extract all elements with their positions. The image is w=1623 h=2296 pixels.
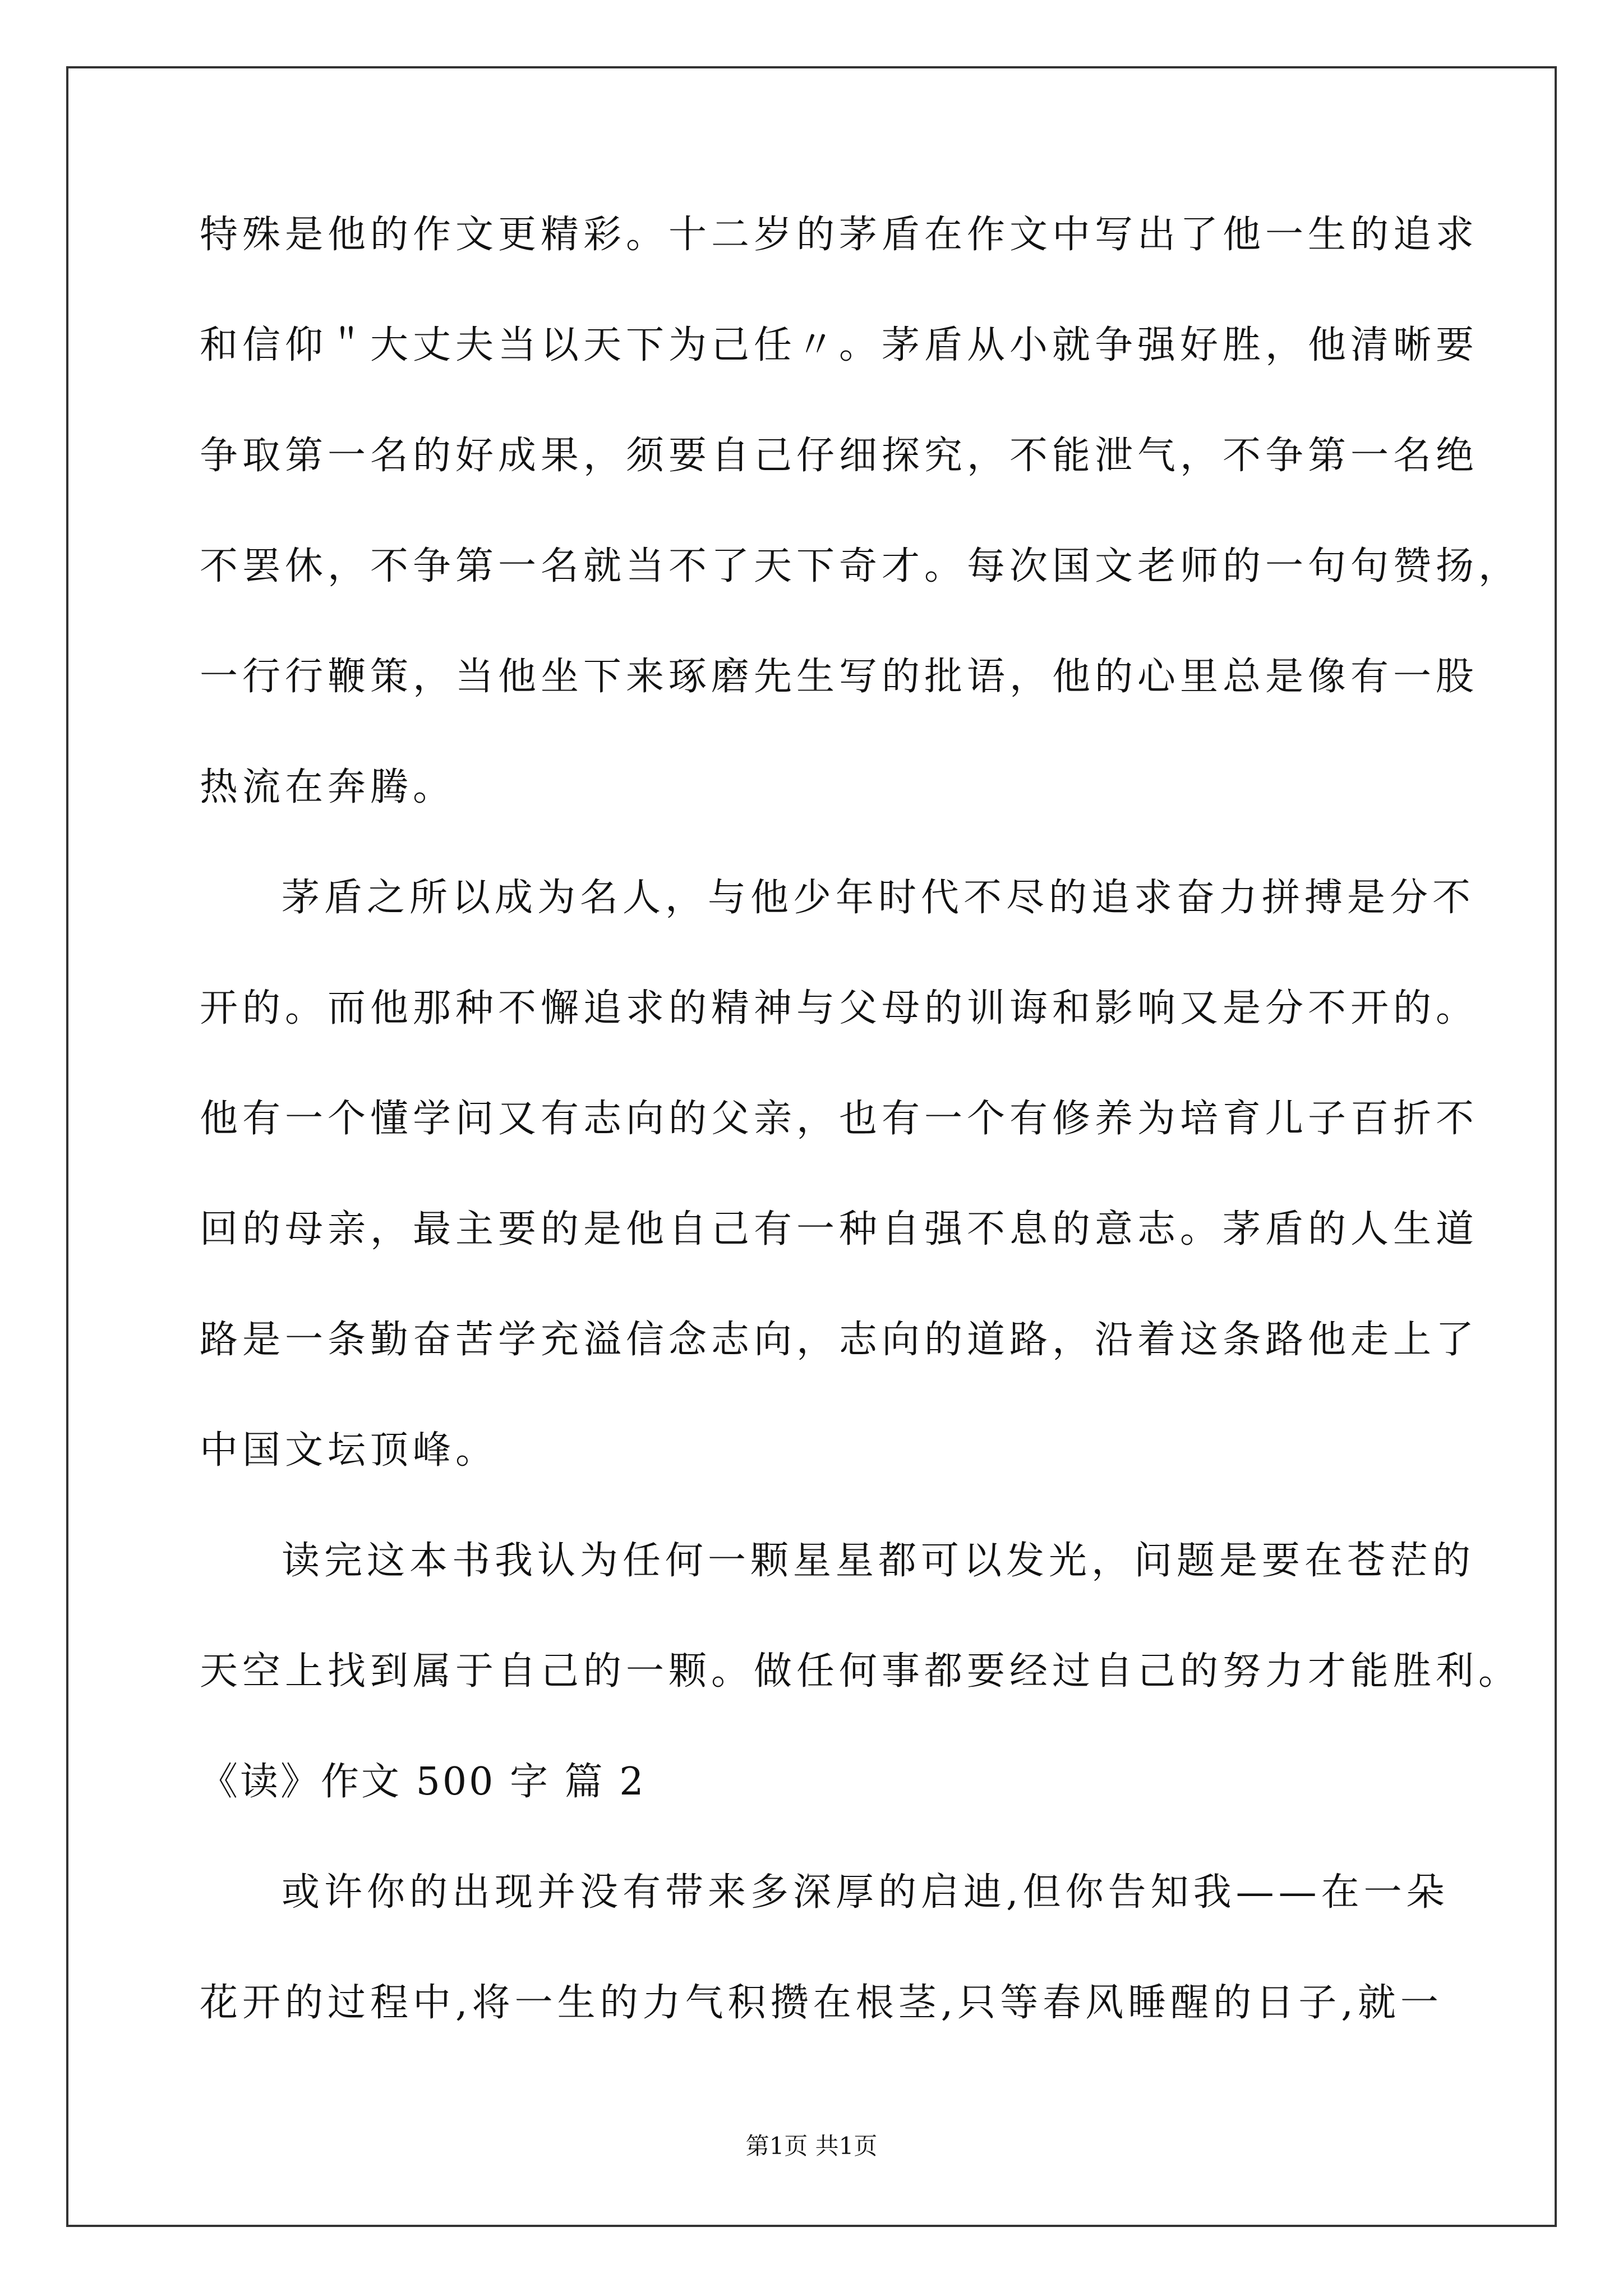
text-line: 路是一条勤奋苦学充溢信念志向，志向的道路，沿着这条路他走上了 [200,1318,1479,1362]
text-line: 和信仰＂大丈夫当以天下为己任〃。茅盾从小就争强好胜，他清晰要 [200,323,1479,367]
page-footer [0,2134,1623,2158]
text-line: 争取第一名的好成果，须要自己仔细探究，不能泄气，不争第一名绝 [200,434,1479,478]
text-line: 热流在奔腾。 [200,765,456,809]
document-body [200,213,1521,2095]
text-line: 花开的过程中,将一生的力气积攒在根茎,只等春风睡醒的日子,就一 [200,1981,1443,2025]
paragraph-start-line: 或许你的出现并没有带来多深厚的启迪,但你告知我——在一朵 [282,1870,1449,1915]
text-line: 他有一个懂学问又有志向的父亲，也有一个有修养为培育儿子百折不 [200,1097,1479,1141]
text-line: 中国文坛顶峰。 [200,1428,499,1473]
paragraph-start-line: 茅盾之所以成为名人，与他少年时代不尽的追求奋力拼搏是分不 [282,876,1476,920]
text-line: 天空上找到属于自己的一颗。做任何事都要经过自己的努力才能胜利。 [200,1649,1521,1694]
text-line: 回的母亲，最主要的是他自己有一种自强不息的意志。茅盾的人生道 [200,1207,1479,1251]
section-heading: 《读》作文 500 字 篇 2 [200,1760,646,1804]
text-line: 不罢休，不争第一名就当不了天下奇才。每次国文老师的一句句赞扬， [200,544,1521,588]
paragraph-start-line: 读完这本书我认为任何一颗星星都可以发光，问题是要在苍茫的 [282,1539,1476,1583]
text-line: 特殊是他的作文更精彩。十二岁的茅盾在作文中写出了他一生的追求 [200,213,1479,257]
page-number: 第1页 共1页 [745,2132,878,2160]
text-line: 一行行鞭策，当他坐下来琢磨先生写的批语，他的心里总是像有一股 [200,655,1479,699]
text-line: 开的。而他那种不懈追求的精神与父母的训诲和影响又是分不开的。 [200,986,1479,1030]
